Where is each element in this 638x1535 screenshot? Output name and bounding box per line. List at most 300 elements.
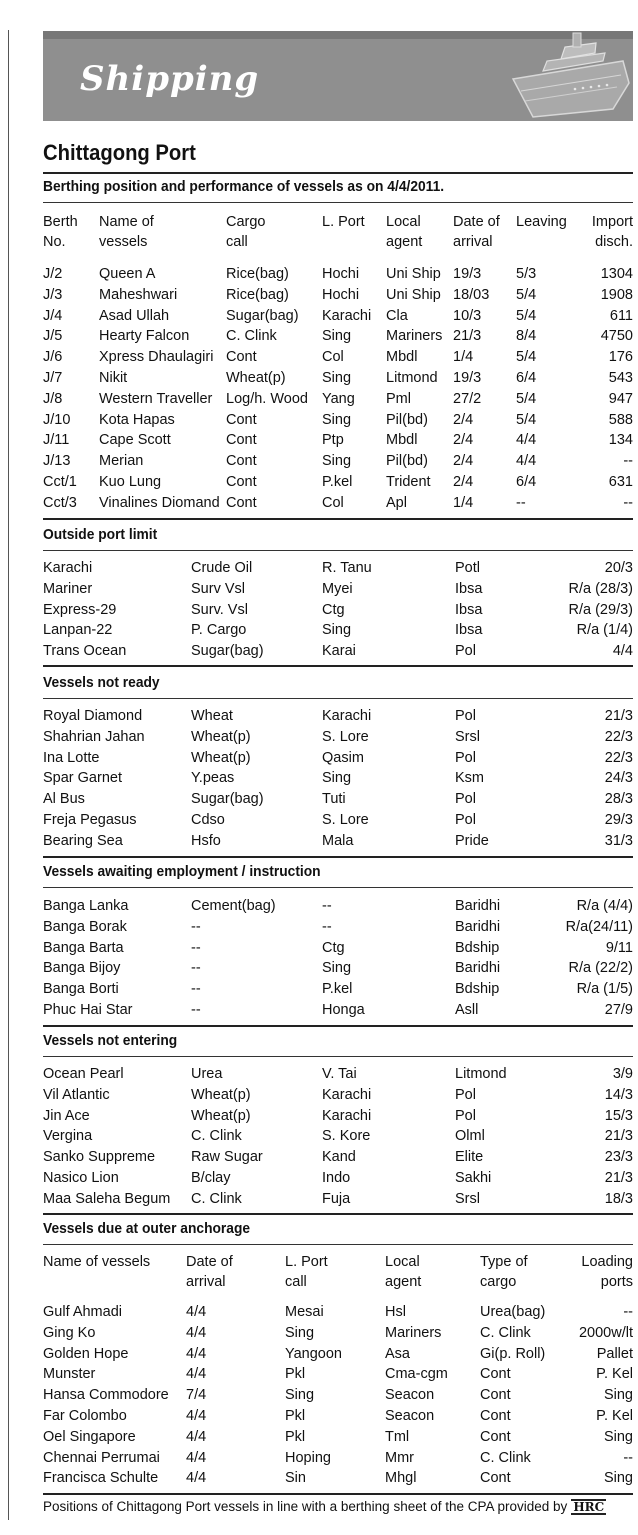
awaiting-table [43,896,633,1021]
not-entering-cell: Urea [191,1066,223,1082]
due-cell: Cont [480,1470,511,1487]
awaiting-cell: -- [322,898,332,914]
due-cell: 4/4 [186,1366,207,1383]
outside-cell: 4/4 [612,643,633,660]
outside-cell: Ibsa [455,622,483,639]
not-ready-row [43,706,633,727]
due-column-header-line: Type of [480,1254,528,1270]
due-cell: Tml [385,1428,410,1445]
due-row [43,1427,633,1448]
berthing-heading-text: Berthing position and performance of vessels as on 4/4/2011. [43,178,445,195]
outside-cell: Surv. Vsl [191,601,248,618]
due-row [43,1302,633,1323]
outside-cell: Express-29 [43,601,117,618]
not-entering-cell: Karachi [322,1086,372,1103]
due-cell: Sing [603,1428,633,1445]
divider [43,1493,633,1495]
due-cell: C. Clink [480,1449,531,1466]
not-ready-cell: Sing [322,770,352,787]
berthing-cell: Pil(bd) [386,411,428,428]
due-column-header-line: call [285,1274,307,1290]
berthing-cell: 18/03 [453,286,490,303]
berthing-column-header-line: Leaving [516,214,567,230]
due-cell: Mhgl [385,1470,417,1487]
not-entering-cell: Raw Sugar [191,1149,263,1166]
berthing-cell: 5/4 [516,307,537,324]
not-entering-cell: Srsl [455,1190,480,1207]
berthing-cell: J/11 [43,432,70,449]
not-entering-cell: Vergina [43,1128,93,1145]
not-entering-cell: C. Clink [191,1190,242,1207]
berthing-cell: Cla [386,307,408,324]
not-entering-cell: Fuja [322,1190,351,1207]
divider [43,518,633,520]
due-cell: Hsl [385,1304,406,1320]
due-column-header-line: ports [600,1274,633,1290]
not-entering-cell: 3/9 [612,1066,633,1082]
divider [43,887,633,888]
not-entering-cell: Olml [455,1128,485,1145]
not-ready-cell: 22/3 [604,749,633,766]
berthing-cell: 134 [608,432,633,449]
berthing-cell: Cont [226,453,257,470]
awaiting-cell: Sing [322,960,352,977]
berthing-cell: Cct/3 [43,494,77,511]
not-ready-cell: Pol [455,749,476,766]
due-cell: -- [623,1304,633,1320]
berthing-cell: Cont [226,349,257,366]
berthing-cell: Mariners [386,328,443,345]
berthing-cell: Sing [322,328,352,345]
berthing-column-header [453,212,500,252]
berthing-cell: Kota Hapas [99,411,175,428]
due-cell: 4/4 [186,1470,207,1487]
due-row [43,1385,633,1406]
divider [43,202,633,203]
awaiting-row [43,958,633,979]
berthing-cell: Sing [322,453,352,470]
berthing-cell: Pml [386,390,411,407]
not-entering-heading-text: Vessels not entering [43,1032,178,1049]
outside-heading-text: Outside port limit [43,526,158,543]
due-cell: Seacon [385,1407,435,1424]
outside-cell: Lanpan-22 [43,622,113,639]
outside-row [43,641,633,662]
berthing-column-header-line: Import [591,214,633,230]
due-column-header [385,1252,421,1292]
due-column-header-line: Name of vessels [43,1254,151,1270]
due-cell: Mesai [285,1304,324,1320]
not-ready-cell: 31/3 [604,832,633,849]
awaiting-cell: -- [191,960,201,977]
due-row [43,1364,633,1385]
due-heading [43,1220,633,1241]
due-column-header-line [43,1272,150,1292]
berthing-column-header-line [516,232,567,252]
due-cell: Mmr [385,1449,414,1466]
outside-cell: Ibsa [455,601,483,618]
page-margin-rule [8,30,9,1520]
berthing-column-header-line: arrival [453,234,493,250]
berthing-row [43,389,633,410]
awaiting-cell: Banga Barta [43,939,124,956]
awaiting-cell: Banga Borak [43,918,127,935]
not-entering-cell: Pol [455,1107,476,1124]
awaiting-cell: R/a (4/4) [576,898,633,914]
berthing-cell: 8/4 [516,328,537,345]
due-cell: Sin [285,1470,306,1487]
not-ready-row [43,810,633,831]
awaiting-cell: Cement(bag) [191,898,276,914]
awaiting-cell: Baridhi [455,918,501,935]
awaiting-cell: -- [191,981,201,998]
awaiting-cell: Banga Bijoy [43,960,121,977]
berthing-cell: -- [623,453,633,470]
awaiting-cell: Bdship [455,939,500,956]
berthing-cell: Cct/1 [43,473,77,490]
berthing-cell: Mbdl [386,432,418,449]
banner-title: Shipping [80,59,260,99]
berthing-row [43,410,633,431]
not-ready-heading-text: Vessels not ready [43,674,160,691]
due-column-header [285,1252,328,1292]
not-ready-cell: S. Lore [322,811,369,828]
berthing-cell: Yang [322,390,355,407]
outside-cell: Karai [322,643,356,660]
berthing-cell: 5/4 [516,349,537,366]
awaiting-cell: Bdship [455,981,500,998]
berthing-cell: 2/4 [453,473,474,490]
not-ready-cell: Hsfo [191,832,221,849]
not-ready-row [43,748,633,769]
berthing-cell: Sing [322,369,352,386]
due-column-header [186,1252,233,1292]
outside-cell: Mariner [43,580,93,597]
due-header-row [43,1252,633,1292]
footer-note [43,1499,633,1515]
berthing-cell: Asad Ullah [99,307,170,324]
outside-row [43,558,633,579]
berthing-cell: Sing [322,411,352,428]
not-entering-cell: V. Tai [322,1066,357,1082]
not-ready-cell: Pol [455,708,476,724]
due-cell: Cont [480,1387,511,1404]
not-ready-cell: Ina Lotte [43,749,100,766]
not-entering-cell: Pol [455,1086,476,1103]
due-column-header-line: L. Port [285,1254,328,1270]
awaiting-cell: Asll [455,1001,479,1018]
due-cell: P. Kel [596,1366,633,1383]
awaiting-cell: Baridhi [455,898,501,914]
outside-cell: Ibsa [455,580,483,597]
not-ready-cell: Al Bus [43,791,85,808]
berthing-cell: 5/4 [516,286,537,303]
not-ready-cell: 28/3 [604,791,633,808]
berthing-row [43,326,633,347]
awaiting-cell: Honga [322,1001,365,1018]
awaiting-row [43,917,633,938]
not-ready-cell: Cdso [191,811,225,828]
not-ready-cell: Pride [455,832,489,849]
not-entering-cell: 23/3 [604,1149,633,1166]
berthing-cell: 6/4 [516,473,537,490]
due-row [43,1448,633,1469]
berthing-cell: Apl [386,494,407,511]
berthing-cell: 4/4 [516,432,537,449]
due-cell: C. Clink [480,1324,531,1341]
berthing-cell: 5/4 [516,390,537,407]
berthing-cell: C. Clink [226,328,277,345]
berthing-cell: Wheat(p) [226,369,286,386]
awaiting-cell: -- [191,918,201,935]
berthing-column-header [322,212,365,252]
berthing-cell: 5/4 [516,411,537,428]
not-ready-cell: Royal Diamond [43,708,143,724]
due-cell: 7/4 [186,1387,207,1404]
due-cell: Sing [603,1470,633,1487]
due-cell: Gi(p. Roll) [480,1345,546,1362]
due-column-header-line: Loading [581,1254,633,1270]
due-heading-text: Vessels due at outer anchorage [43,1220,251,1237]
berthing-cell: 10/3 [453,307,482,324]
awaiting-cell: R/a (22/2) [568,960,633,977]
divider [43,665,633,667]
berthing-cell: 2/4 [453,453,474,470]
berthing-cell: -- [516,494,526,511]
not-ready-cell: Y.peas [191,770,235,787]
outside-row [43,579,633,600]
not-ready-cell: Wheat(p) [191,728,251,745]
berthing-cell: Col [322,349,344,366]
berthing-cell: 5/3 [516,266,537,282]
due-cell: Golden Hope [43,1345,129,1362]
not-entering-cell: Nasico Lion [43,1169,119,1186]
berthing-cell: 2/4 [453,432,474,449]
berthing-row [43,285,633,306]
berthing-cell: 19/3 [453,266,482,282]
berthing-column-header [516,212,567,252]
berthing-cell: Rice(bag) [226,266,289,282]
berthing-cell: J/10 [43,411,71,428]
not-entering-cell: 21/3 [604,1128,633,1145]
awaiting-cell: 9/11 [605,939,633,956]
outside-cell: R. Tanu [322,560,372,576]
divider [43,550,633,551]
outside-cell: Ctg [322,601,345,618]
outside-cell: Pol [455,643,476,660]
berthing-cell: 27/2 [453,390,482,407]
outside-heading [43,526,633,547]
due-cell: Yangoon [285,1345,342,1362]
outside-cell: Trans Ocean [43,643,127,660]
page-title: Chittagong Port [43,140,196,165]
not-ready-cell: Pol [455,811,476,828]
due-cell: 4/4 [186,1407,207,1424]
berthing-row [43,347,633,368]
berthing-cell: 4/4 [516,453,537,470]
due-column-header-line: arrival [186,1274,226,1290]
divider [43,172,633,174]
not-entering-cell: S. Kore [322,1128,371,1145]
due-cell: Asa [385,1345,410,1362]
not-ready-row [43,831,633,852]
berthing-cell: 947 [608,390,633,407]
divider [43,856,633,858]
not-entering-cell: Wheat(p) [191,1086,251,1103]
berthing-row [43,264,633,285]
due-cell: Chennai Perrumai [43,1449,160,1466]
due-cell: Urea(bag) [480,1304,546,1320]
not-ready-cell: Pol [455,791,476,808]
due-cell: Cont [480,1366,511,1383]
berthing-row [43,472,633,493]
outside-cell: R/a (29/3) [568,601,633,618]
not-ready-cell: Ksm [455,770,484,787]
not-ready-cell: 24/3 [604,770,633,787]
not-entering-cell: 21/3 [604,1169,633,1186]
outside-table [43,558,633,662]
not-ready-cell: Wheat [191,708,233,724]
due-cell: Hoping [285,1449,331,1466]
awaiting-row [43,979,633,1000]
due-cell: Cont [480,1407,511,1424]
berthing-cell: Vinalines Diomand [99,494,220,511]
outside-cell: Sing [322,622,352,639]
berthing-cell: Maheshwari [99,286,178,303]
due-cell: Sing [285,1387,315,1404]
outside-cell: R/a (1/4) [576,622,633,639]
outside-cell: R/a (28/3) [568,580,633,597]
outside-cell: P. Cargo [191,622,247,639]
awaiting-cell: -- [191,939,201,956]
berthing-cell: Litmond [386,369,438,386]
outside-cell: Surv Vsl [191,580,245,597]
hrc-logo: HRC [573,1500,605,1514]
berthing-column-header [226,212,266,252]
outside-row [43,620,633,641]
not-entering-cell: B/clay [191,1169,231,1186]
berthing-cell: Hochi [322,286,360,303]
due-table [43,1302,633,1489]
due-cell: Pkl [285,1407,306,1424]
not-ready-cell: 29/3 [604,811,633,828]
berthing-cell: J/2 [43,266,63,282]
berthing-column-header-line: L. Port [322,214,365,230]
berthing-cell: Cont [226,411,257,428]
outside-cell: Myei [322,580,353,597]
berthing-cell: 1304 [600,266,633,282]
berthing-column-header-line: Date of [453,214,500,230]
berthing-column-header-line: No. [43,234,66,250]
awaiting-cell: R/a(24/11) [565,918,633,935]
awaiting-heading [43,863,633,884]
outside-cell: Karachi [43,560,93,576]
not-ready-cell: Bearing Sea [43,832,123,849]
divider [43,698,633,699]
not-entering-row [43,1189,633,1210]
not-entering-cell: Litmond [455,1066,507,1082]
divider [43,1025,633,1027]
not-ready-heading [43,674,633,695]
not-ready-row [43,768,633,789]
berthing-cell: Hochi [322,266,360,282]
ship-icon [503,31,633,121]
berthing-cell: 611 [609,307,633,324]
divider [43,1244,633,1245]
berthing-cell: J/13 [43,453,71,470]
berthing-row [43,493,633,514]
berthing-cell: 631 [608,473,633,490]
footer-text: Positions of Chittagong Port vessels in line with a berthing sheet of the CPA provided by [43,1499,568,1514]
awaiting-cell: R/a (1/5) [576,981,633,998]
not-entering-cell: Ocean Pearl [43,1066,124,1082]
not-entering-row [43,1147,633,1168]
awaiting-cell: -- [322,918,332,935]
not-ready-row [43,727,633,748]
not-entering-cell: Indo [322,1169,351,1186]
not-entering-cell: Kand [322,1149,356,1166]
berthing-column-header-line [322,232,365,252]
not-entering-row [43,1085,633,1106]
berthing-cell: P.kel [322,473,353,490]
due-table-header [43,1252,633,1292]
berthing-cell: 1908 [600,286,633,303]
berthing-cell: 543 [608,369,633,386]
due-cell: Munster [43,1366,96,1383]
not-entering-cell: Jin Ace [43,1107,90,1124]
berthing-column-header [43,212,78,252]
not-ready-cell: Wheat(p) [191,749,251,766]
due-cell: P. Kel [596,1407,633,1424]
berthing-table [43,264,633,514]
berthing-cell: Nikit [99,369,128,386]
not-entering-row [43,1106,633,1127]
berthing-cell: Western Traveller [99,390,213,407]
berthing-cell: Cont [226,494,257,511]
berthing-cell: Pil(bd) [386,453,428,470]
awaiting-cell: Baridhi [455,960,501,977]
not-entering-row [43,1126,633,1147]
outside-cell: Potl [455,560,480,576]
not-entering-cell: 15/3 [604,1107,633,1124]
berthing-cell: Queen A [99,266,156,282]
berthing-column-header [386,212,422,252]
berthing-cell: Cont [226,473,257,490]
berthing-cell: 2/4 [453,411,474,428]
berthing-cell: 4750 [600,328,633,345]
not-entering-row [43,1168,633,1189]
due-cell: 4/4 [186,1449,207,1466]
berthing-cell: -- [623,494,633,511]
berthing-cell: Xpress Dhaulagiri [99,349,214,366]
outside-cell: Sugar(bag) [191,643,264,660]
not-entering-cell: 18/3 [604,1190,633,1207]
awaiting-cell: -- [191,1001,201,1018]
due-cell: Sing [285,1324,315,1341]
berthing-cell: 1/4 [453,494,474,511]
due-cell: Sing [603,1387,633,1404]
berthing-column-header [592,212,633,252]
berthing-column-header-line: call [226,234,248,250]
awaiting-cell: Phuc Hai Star [43,1001,133,1018]
not-ready-row [43,789,633,810]
not-entering-row [43,1064,633,1085]
berthing-column-header-line: Berth [43,214,78,230]
berthing-cell: Mbdl [386,349,418,366]
not-entering-cell: Sanko Suppreme [43,1149,156,1166]
due-column-header-line: cargo [480,1274,517,1290]
not-entering-cell: Sakhi [455,1169,492,1186]
